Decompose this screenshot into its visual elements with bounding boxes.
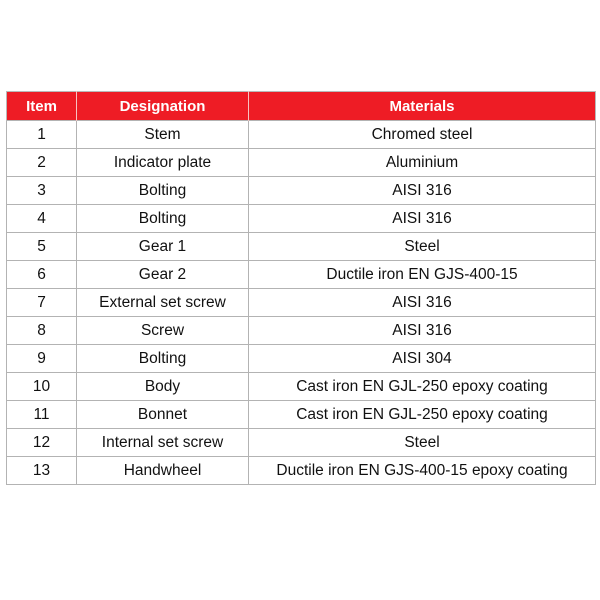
material-cell: Aluminium (249, 149, 596, 177)
table-row (7, 205, 596, 233)
table-row (7, 317, 596, 345)
item-cell: 9 (7, 345, 77, 373)
material-cell: AISI 316 (249, 205, 596, 233)
table-row (7, 457, 596, 485)
material-cell: Ductile iron EN GJS-400-15 (249, 261, 596, 289)
table-row (7, 149, 596, 177)
item-cell: 6 (7, 261, 77, 289)
table-row (7, 401, 596, 429)
item-cell: 13 (7, 457, 77, 485)
item-cell: 4 (7, 205, 77, 233)
table-row (7, 289, 596, 317)
material-cell: AISI 316 (249, 177, 596, 205)
item-cell: 10 (7, 373, 77, 401)
designation-cell: Bolting (77, 205, 249, 233)
designation-cell: Bolting (77, 345, 249, 373)
table-row (7, 121, 596, 149)
material-cell: AISI 316 (249, 289, 596, 317)
designation-cell: Bolting (77, 177, 249, 205)
material-cell: Ductile iron EN GJS-400-15 epoxy coating (249, 457, 596, 485)
designation-cell: Handwheel (77, 457, 249, 485)
designation-cell: Internal set screw (77, 429, 249, 457)
material-cell: Cast iron EN GJL-250 epoxy coating (249, 401, 596, 429)
materials-table (6, 91, 596, 485)
header-materials: Materials (249, 92, 596, 121)
item-cell: 5 (7, 233, 77, 261)
material-cell: AISI 304 (249, 345, 596, 373)
table-row (7, 177, 596, 205)
material-cell: AISI 316 (249, 317, 596, 345)
item-cell: 8 (7, 317, 77, 345)
designation-cell: Gear 2 (77, 261, 249, 289)
material-cell: Steel (249, 233, 596, 261)
material-cell: Chromed steel (249, 121, 596, 149)
material-cell: Steel (249, 429, 596, 457)
designation-cell: Stem (77, 121, 249, 149)
designation-cell: Screw (77, 317, 249, 345)
item-cell: 12 (7, 429, 77, 457)
table-row (7, 261, 596, 289)
item-cell: 2 (7, 149, 77, 177)
designation-cell: External set screw (77, 289, 249, 317)
designation-cell: Body (77, 373, 249, 401)
table-header-row (7, 92, 596, 121)
designation-cell: Gear 1 (77, 233, 249, 261)
item-cell: 3 (7, 177, 77, 205)
table-row (7, 373, 596, 401)
table-row (7, 345, 596, 373)
item-cell: 1 (7, 121, 77, 149)
item-cell: 7 (7, 289, 77, 317)
table-row (7, 429, 596, 457)
designation-cell: Bonnet (77, 401, 249, 429)
material-cell: Cast iron EN GJL-250 epoxy coating (249, 373, 596, 401)
item-cell: 11 (7, 401, 77, 429)
table-row (7, 233, 596, 261)
header-item: Item (7, 92, 77, 121)
header-designation: Designation (77, 92, 249, 121)
designation-cell: Indicator plate (77, 149, 249, 177)
materials-table-container (6, 91, 595, 485)
